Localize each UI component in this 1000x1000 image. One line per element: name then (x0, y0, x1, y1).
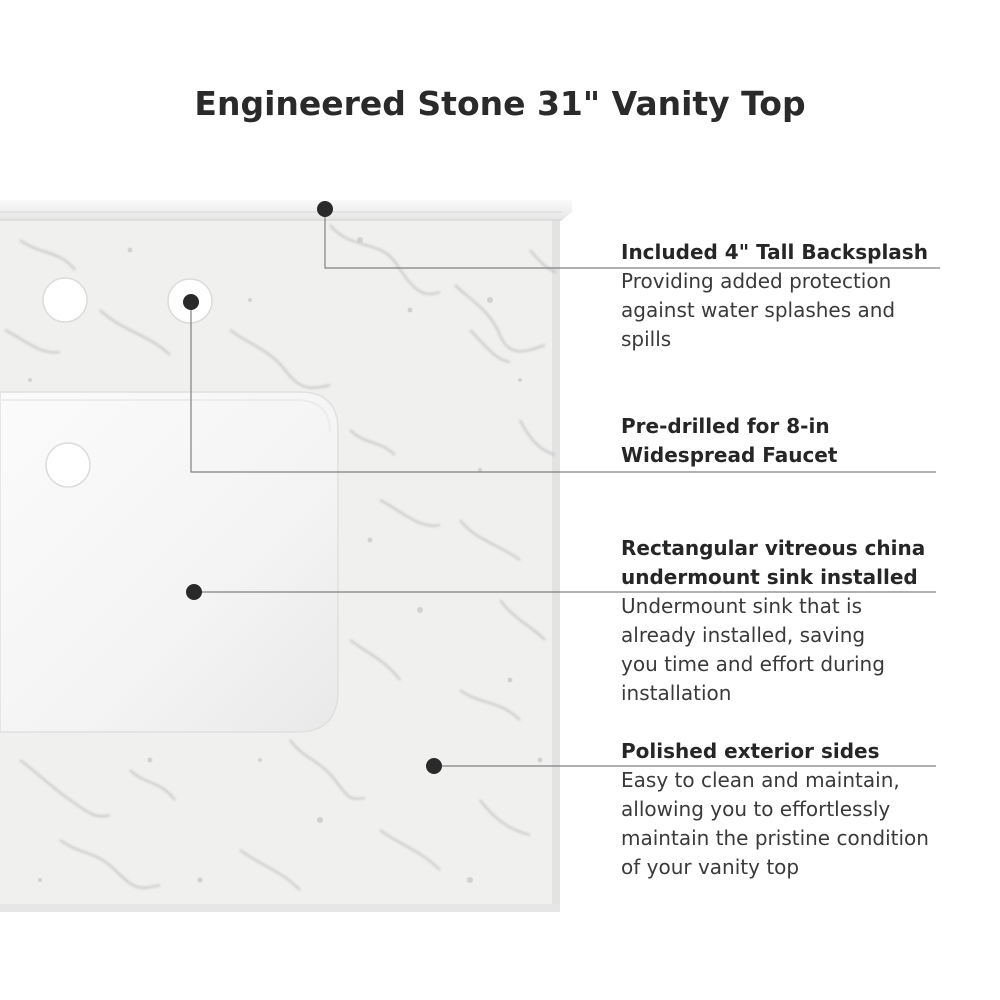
callout-heading: undermount sink installed (621, 565, 918, 589)
callout-text: maintain the pristine condition (621, 826, 929, 850)
callout-text: already installed, saving (621, 623, 866, 647)
backsplash (0, 200, 572, 220)
callout-text: you time and effort during (621, 652, 885, 676)
callout-faucet (621, 412, 961, 470)
callout-text: Easy to clean and maintain, (621, 768, 900, 792)
sides-dot (426, 758, 442, 774)
callout-backsplash (621, 238, 961, 354)
sink-basin (0, 392, 338, 732)
faucet-dot (183, 294, 199, 310)
callout-heading: Rectangular vitreous china (621, 536, 926, 560)
callout-heading: Pre-drilled for 8-in (621, 414, 830, 438)
callout-text: Providing added protection (621, 269, 892, 293)
sink-dot (186, 584, 202, 600)
callout-text: spills (621, 327, 672, 351)
callout-heading: Polished exterior sides (621, 739, 880, 763)
callout-text: installation (621, 681, 732, 705)
callout-sides (621, 737, 961, 882)
callout-text: of your vanity top (621, 855, 800, 879)
callout-heading: Included 4" Tall Backsplash (621, 240, 928, 264)
callout-text: Undermount sink that is (621, 594, 862, 618)
callout-text: allowing you to effortlessly (621, 797, 891, 821)
callout-text: against water splashes and (621, 298, 896, 322)
callout-heading: Widespread Faucet (621, 443, 838, 467)
page-title: Engineered Stone 31" Vanity Top (194, 84, 806, 123)
callout-sink (621, 534, 961, 708)
backsplash-dot (317, 201, 333, 217)
